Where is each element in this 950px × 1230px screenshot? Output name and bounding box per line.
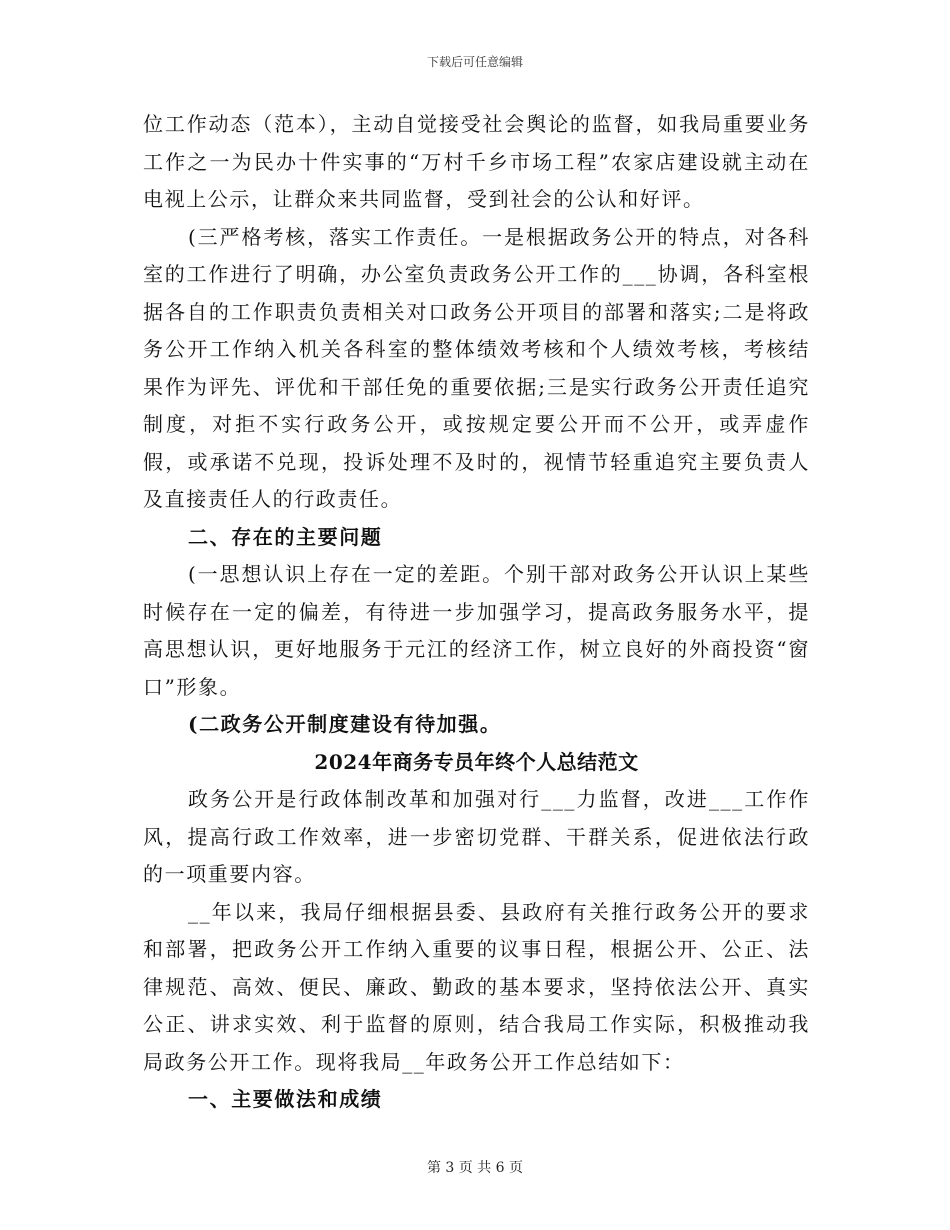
section-heading-problems: 二、存在的主要问题 (188, 524, 383, 549)
paragraph-intro: 政务公开是行政体制改革和加强对行___力监督，改进___工作作风，提高行政工作效率，进一步密切党群、干群关系，促进依法行政的一项重要内容。 (143, 787, 810, 886)
paragraph-system-building: (二政务公开制度建设有待加强。 (188, 712, 502, 736)
document-body (143, 106, 810, 1119)
page-header-note: 下载后可任意编辑 (426, 55, 523, 69)
section-heading-practices: 一、主要做法和成绩 (188, 1087, 383, 1111)
paragraph-ideology-gap: (一思想认识上存在一定的差距。个别干部对政务公开认识上某些时候存在一定的偏差，有待进一步加强学习，提高政务服务水平，提高思想认识，更好地服务于元江的经济工作，树立良好的外商投资“窗口”形象。 (143, 562, 810, 699)
paragraph-strict-assessment: (三严格考核，落实工作责任。一是根据政务公开的特点，对各科室的工作进行了明确，办公室负责政务公开工作的___协调，各科室根据各自的工作职责负责相关对口政务公开项目的部署和落实;二是将政务公开工作纳入机关各科室的整体绩效考核和个人绩效考核，考核结果作为评先、评优和干部任免的重要依据;三是实行政务公开责任追究制度，对拒不实行政务公开，或按规定要公开而不公开，或弄虚作假，或承诺不兑现，投诉处理不及时的，视情节轻重追究主要负责人及直接责任人的行政责任。 (143, 224, 810, 511)
paragraph-overview: __年以来，我局仔细根据县委、县政府有关推行政务公开的要求和部署，把政务公开工作纳入重要的议事日程，根据公开、公正、法律规范、高效、便民、廉政、勤政的基本要求，坚持依法公开、真实公正、讲求实效、利于监督的原则，结合我局工作实际，积极推动我局政务公开工作。现将我局__年政务公开工作总结如下： (143, 899, 810, 1074)
document-title: 2024年商务专员年终个人总结范文 (314, 749, 639, 774)
page-number-footer: 第 3 页 共 6 页 (426, 1160, 524, 1176)
paragraph-continuation: 位工作动态（范本），主动自觉接受社会舆论的监督，如我局重要业务工作之一为民办十件实事的“万村千乡市场工程”农家店建设就主动在电视上公示，让群众来共同监督，受到社会的公认和好评。 (143, 112, 810, 211)
